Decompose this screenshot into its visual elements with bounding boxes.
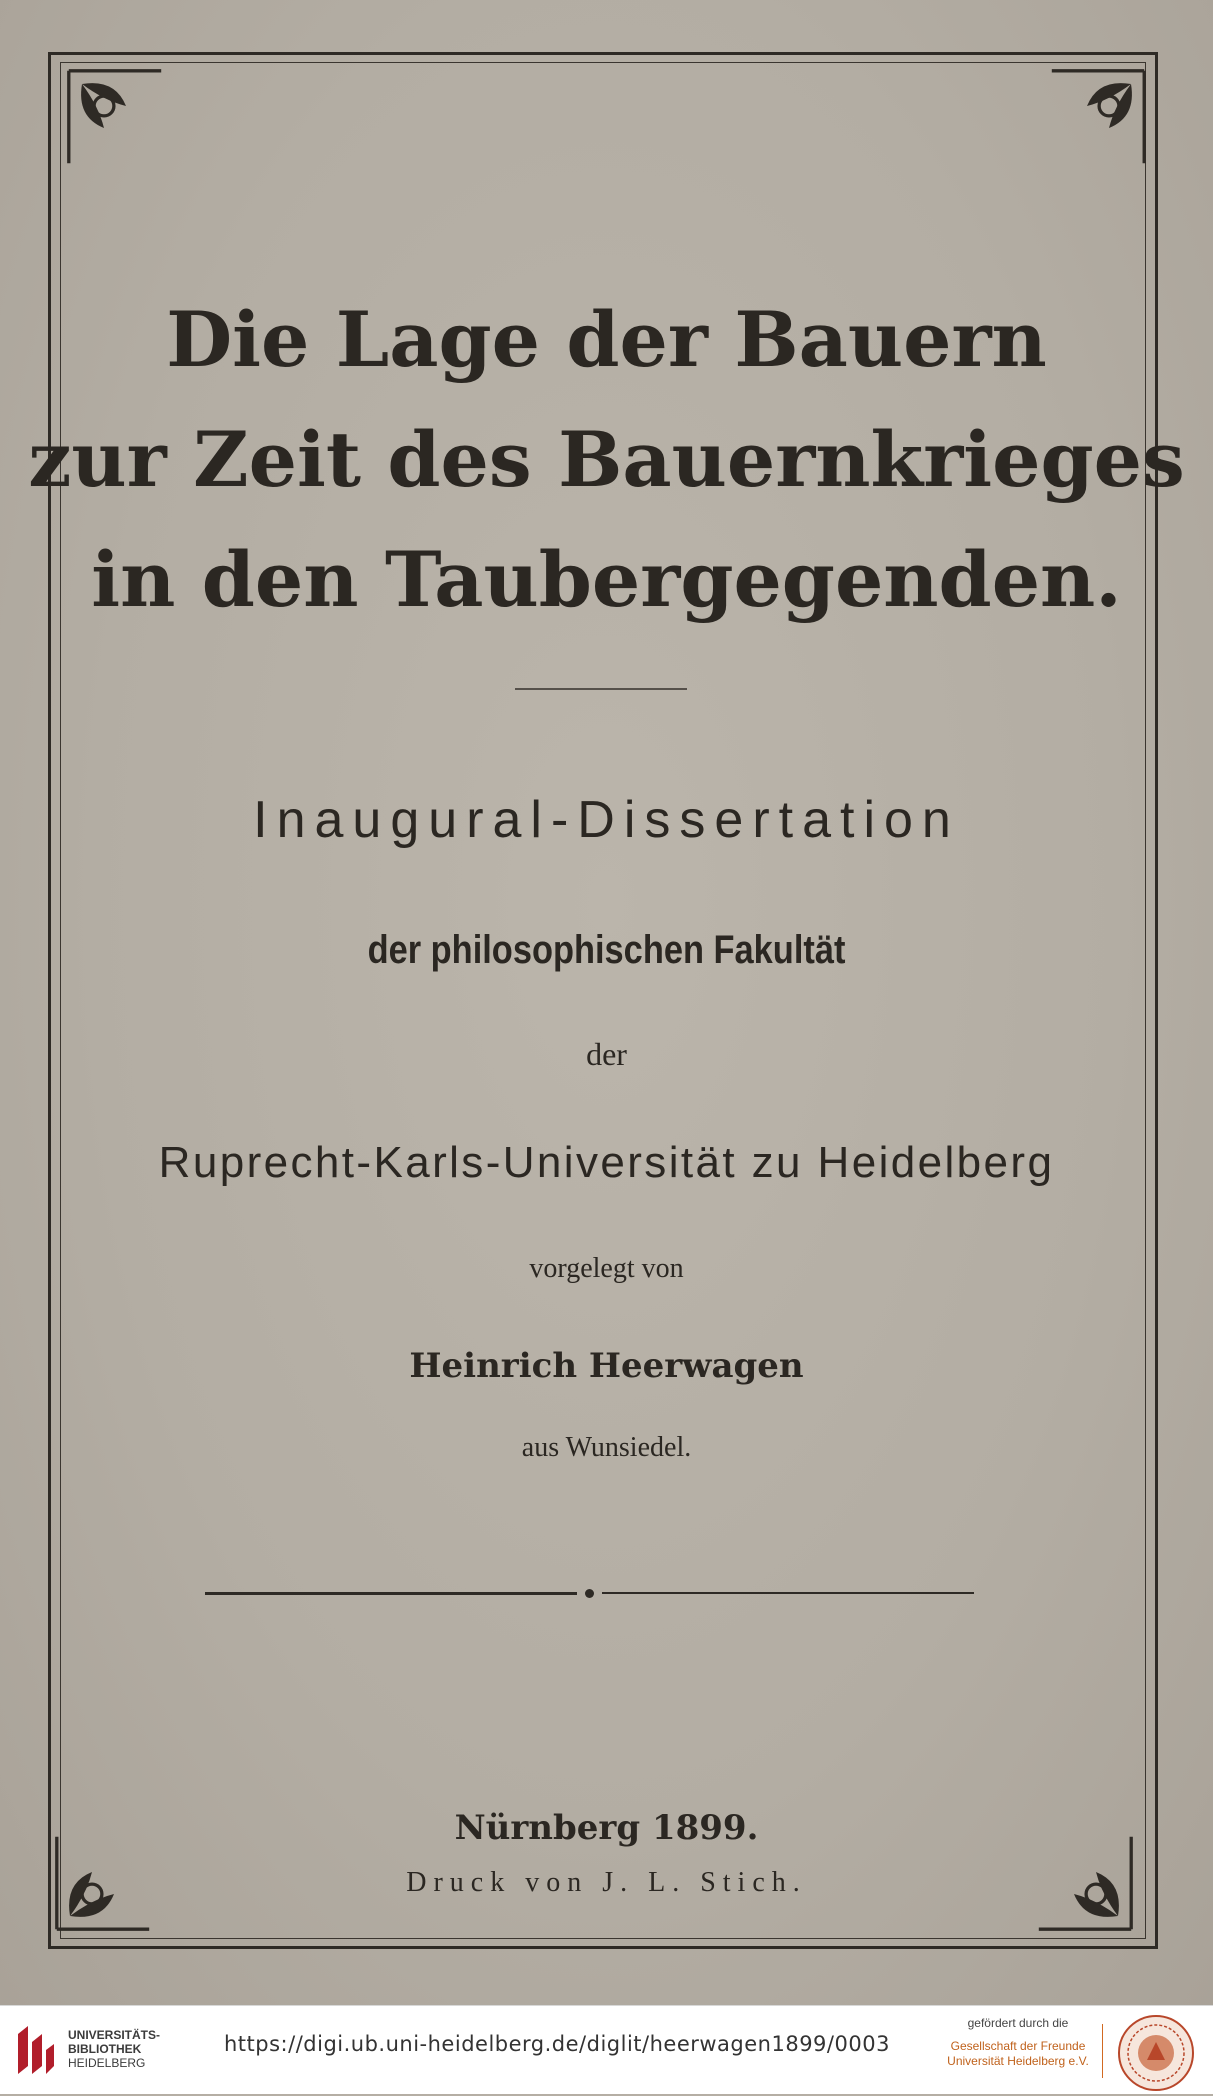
title-line-2: zur Zeit des Bauernkrieges bbox=[28, 415, 1185, 504]
faculty-line: der philosophischen Fakultät bbox=[367, 928, 846, 972]
title-line-1: Die Lage der Bauern bbox=[166, 295, 1047, 384]
submitted-by-line: vorgelegt von bbox=[529, 1253, 684, 1284]
sponsor-name-line-1: Gesellschaft der Freunde bbox=[950, 2039, 1086, 2053]
sponsor-separator bbox=[1102, 2024, 1103, 2078]
library-logo-line-1: UNIVERSITÄTS- bbox=[68, 2028, 161, 2042]
library-logo-icon[interactable] bbox=[14, 2022, 58, 2078]
long-divider-right bbox=[602, 1592, 974, 1594]
viewer-footer bbox=[0, 2005, 1213, 2094]
divider-dot bbox=[585, 1589, 594, 1598]
place-year: Nürnberg 1899. bbox=[454, 1808, 759, 1848]
long-divider-left bbox=[205, 1592, 577, 1595]
library-logo-text[interactable] bbox=[68, 2028, 160, 2070]
university-line: Ruprecht-Karls-Universität zu Heidelberg bbox=[158, 1138, 1055, 1187]
library-logo-line-3: HEIDELBERG bbox=[68, 2056, 146, 2070]
der-line: der bbox=[586, 1036, 627, 1072]
printer-line: Druck von J. L. Stich. bbox=[406, 1867, 807, 1898]
dissertation-heading: Inaugural-Dissertation bbox=[253, 791, 960, 849]
library-logo-line-2: BIBLIOTHEK bbox=[68, 2042, 142, 2056]
university-seal-icon[interactable] bbox=[1117, 2014, 1195, 2092]
permalink-url[interactable]: https://digi.ub.uni-heidelberg.de/diglit/heerwagen1899/0003 bbox=[224, 2032, 890, 2056]
author-name: Heinrich Heerwagen bbox=[409, 1346, 804, 1386]
corner-ornament-icon bbox=[1043, 62, 1153, 172]
sponsor-block[interactable] bbox=[938, 2016, 1098, 2069]
origin-line: aus Wunsiedel. bbox=[521, 1432, 692, 1463]
sponsor-intro: gefördert durch die bbox=[967, 2016, 1069, 2030]
title-line-3: in den Taubergegenden. bbox=[91, 535, 1122, 624]
corner-ornament-icon bbox=[60, 62, 170, 172]
short-divider bbox=[515, 688, 687, 690]
sponsor-name-line-2: Universität Heidelberg e.V. bbox=[947, 2054, 1089, 2068]
